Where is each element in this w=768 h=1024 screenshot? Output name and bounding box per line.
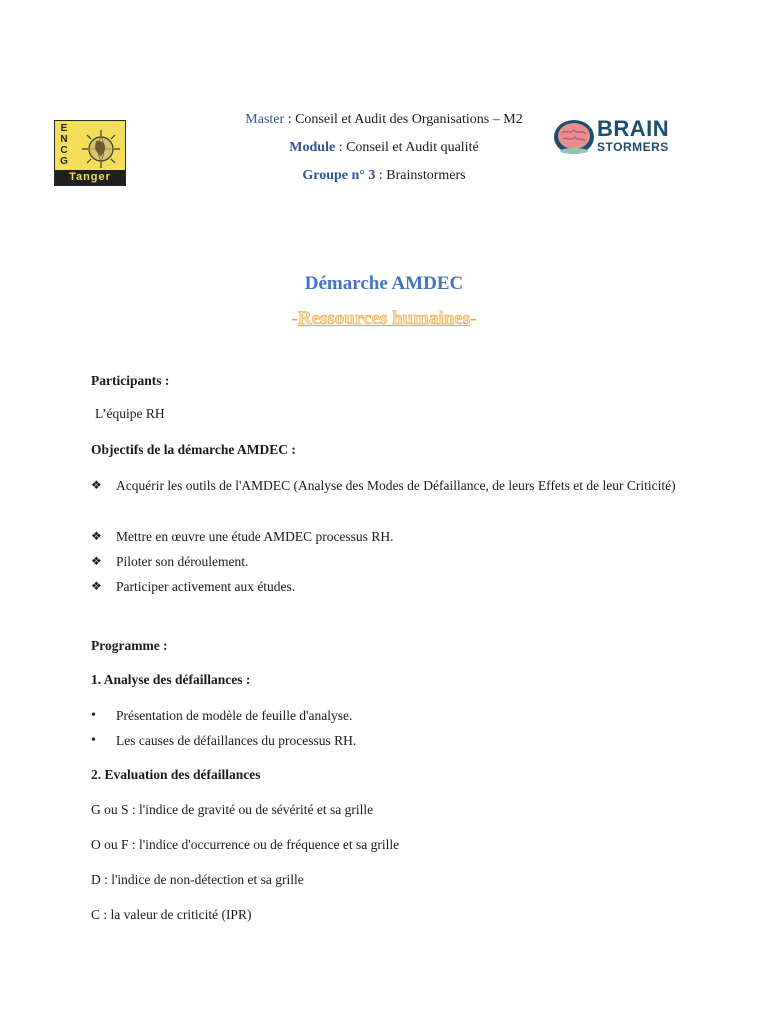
participants-heading: Participants : [91, 373, 170, 388]
section2-heading: 2. Evaluation des défaillances [91, 767, 261, 782]
list-item [91, 576, 711, 597]
diamond-bullet-icon: ❖ [91, 478, 102, 492]
list-item-text: Mettre en œuvre une étude AMDEC processus RH. [116, 529, 394, 544]
master-line [0, 112, 768, 128]
list-item [91, 526, 711, 547]
subtitle-dash: - [470, 308, 477, 329]
programme-heading: Programme : [91, 638, 168, 653]
groupe-value: Brainstormers [386, 168, 466, 183]
diamond-bullet-icon: ❖ [91, 529, 102, 543]
module-line [0, 140, 768, 156]
encg-letter: G [60, 156, 68, 167]
subtitle-dash: - [291, 308, 298, 329]
separator: : [335, 140, 347, 155]
objectifs-heading: Objectifs de la démarche AMDEC : [91, 442, 296, 457]
groupe-label: Groupe n° 3 [302, 168, 376, 183]
list-item [91, 551, 711, 572]
evaluation-line: D : l'indice de non-détection et sa grille [91, 872, 304, 887]
list-item-text: Piloter son déroulement. [116, 554, 249, 569]
dot-bullet-icon: • [91, 708, 96, 723]
diamond-bullet-icon: ❖ [91, 579, 102, 593]
separator: : [375, 168, 387, 183]
subtitle-text: Ressources humaines [297, 308, 471, 329]
separator: : [284, 112, 296, 127]
list-item-text: Participer activement aux études. [116, 579, 296, 594]
document-title: Démarche AMDEC [304, 273, 464, 294]
evaluation-line: G ou S : l'indice de gravité ou de sévérité et sa grille [91, 802, 374, 817]
encg-band-text: Tanger [55, 170, 125, 185]
list-item [91, 475, 711, 517]
evaluation-line: C : la valeur de criticité (IPR) [91, 907, 252, 922]
diamond-bullet-icon: ❖ [91, 554, 102, 568]
list-item-text: Acquérir les outils de l'AMDEC (Analyse des Modes de Défaillance, de leurs Effets et de leur Criticité) [116, 478, 676, 493]
groupe-line [0, 168, 768, 184]
section1-heading: 1. Analyse des défaillances : [91, 672, 251, 687]
dot-bullet-icon: • [91, 733, 96, 748]
document-subtitle [0, 308, 768, 330]
list-item [91, 705, 711, 726]
evaluation-line: O ou F : l'indice d'occurrence ou de fréquence et sa grille [91, 837, 400, 852]
module-label: Module [289, 140, 336, 155]
brain-wordmark-line1: BRAIN [597, 116, 670, 141]
list-item-text: Présentation de modèle de feuille d'analyse. [116, 708, 353, 723]
brain-wordmark-line2: STORMERS [597, 140, 669, 154]
module-value: Conseil et Audit qualité [346, 140, 479, 155]
master-value: Conseil et Audit des Organisations – M2 [295, 112, 523, 127]
encg-letter: C [60, 145, 68, 156]
master-label: Master [245, 112, 285, 127]
list-item-text: Les causes de défaillances du processus RH. [116, 733, 357, 748]
list-item [91, 730, 711, 751]
encg-letter: E [60, 123, 68, 134]
participants-value: L’équipe RH [95, 406, 165, 421]
encg-letter: N [60, 134, 68, 145]
